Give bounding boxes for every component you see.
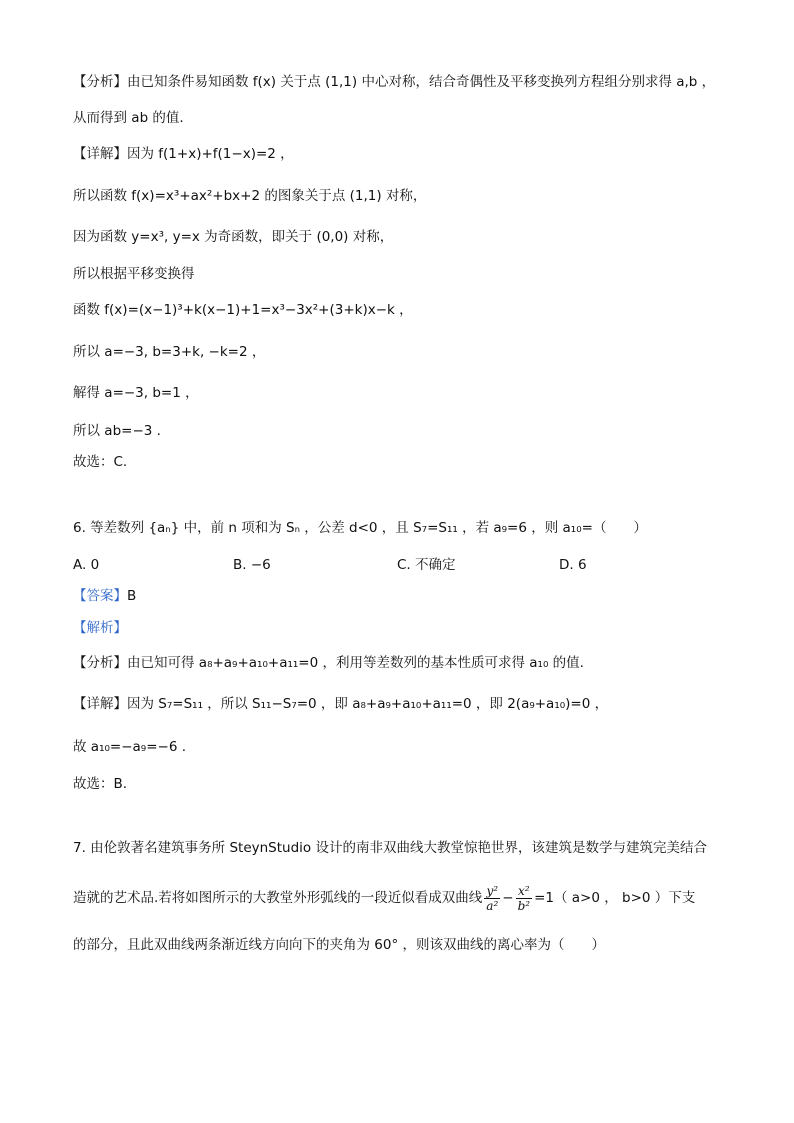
analysis-tag: 【分析】 bbox=[73, 74, 127, 90]
q6-result-line: 故 a₁₀=−a₉=−6 . bbox=[73, 739, 186, 755]
frac1-numerator: y² bbox=[486, 883, 499, 898]
q6-detail-tag: 【详解】 bbox=[73, 696, 127, 712]
q6-analysis-line bbox=[73, 653, 584, 673]
q6-detail-text: 因为 S₇=S₁₁ ，所以 S₁₁−S₇=0 ，即 a₈+a₉+a₁₀+a₁₁=0 ，即 2(a₉+a₁₀)=0 ， bbox=[127, 696, 609, 712]
fraction-y2-a2 bbox=[484, 884, 500, 913]
explain-tag: 【解析】 bbox=[73, 620, 127, 636]
q6-analysis-text: 由已知可得 a₈+a₉+a₁₀+a₁₁=0 ，利用等差数列的基本性质可求得 a₁₀ 的值. bbox=[127, 655, 584, 671]
option-b: B. −6 bbox=[233, 557, 271, 573]
solution-line-3: 所以函数 f(x)=x³+ax²+bx+2 的图象关于点 (1,1) 对称， bbox=[73, 188, 427, 204]
answer-value: B bbox=[127, 588, 137, 604]
detail-text-1: 因为 f(1+x)+f(1−x)=2 ， bbox=[127, 146, 294, 162]
frac2-denominator: b² bbox=[517, 898, 531, 913]
fraction-x2-b2 bbox=[516, 884, 533, 913]
answer-line bbox=[73, 586, 136, 606]
question-7-line-1: 7. 由伦敦著名建筑事务所 SteynStudio 设计的南非双曲线大教堂惊艳世界，该建筑是数学与建筑完美结合 bbox=[73, 840, 707, 856]
option-d: D. 6 bbox=[559, 557, 587, 573]
solution-line-6: 函数 f(x)=(x−1)³+k(x−1)+1=x³−3x²+(3+k)x−k ， bbox=[73, 302, 413, 318]
q7-line2-before: 造就的艺术品.若将如图所示的大教堂外形弧线的一段近似看成双曲线 bbox=[73, 890, 483, 906]
frac1-denominator: a² bbox=[486, 898, 499, 913]
analysis-line-2: 从而得到 ab 的值. bbox=[73, 110, 184, 126]
explain-line bbox=[73, 618, 127, 638]
solution-line-9: 所以 ab=−3 . bbox=[73, 423, 161, 439]
option-a: A. 0 bbox=[73, 557, 100, 573]
q6-analysis-tag: 【分析】 bbox=[73, 655, 127, 671]
solution-line-7: 所以 a=−3, b=3+k, −k=2 ， bbox=[73, 344, 266, 360]
answer-tag: 【答案】 bbox=[73, 588, 127, 604]
detail-line-1 bbox=[73, 144, 294, 164]
solution-line-10: 故选：C. bbox=[73, 454, 128, 470]
solution-line-4: 因为函数 y=x³, y=x 为奇函数，即关于 (0,0) 对称， bbox=[73, 229, 394, 245]
frac2-numerator: x² bbox=[518, 883, 530, 898]
detail-tag: 【详解】 bbox=[73, 146, 127, 162]
analysis-text-1: 由已知条件易知函数 f(x) 关于点 (1,1) 中心对称，结合奇偶性及平移变换列方程组分别求得 a,b ， bbox=[127, 74, 716, 90]
q7-line2-after: =1（ a>0 ， b>0 ）下支 bbox=[534, 890, 696, 906]
question-7-line-2 bbox=[73, 878, 695, 918]
q6-choice-line: 故选：B. bbox=[73, 776, 128, 792]
question-6-stem: 6. 等差数列 {aₙ} 中，前 n 项和为 Sₙ ，公差 d<0 ，且 S₇=S₁₁ ，若 a₉=6 ，则 a₁₀=（ ） bbox=[73, 520, 647, 536]
solution-line-8: 解得 a=−3, b=1 ， bbox=[73, 385, 199, 401]
minus-sign: − bbox=[502, 890, 514, 906]
solution-line-5: 所以根据平移变换得 bbox=[73, 266, 195, 282]
q6-detail-line bbox=[73, 694, 608, 714]
question-7-line-3: 的部分，且此双曲线两条渐近线方向向下的夹角为 60° ，则该双曲线的离心率为（ ） bbox=[73, 937, 606, 953]
option-c: C. 不确定 bbox=[397, 557, 456, 573]
analysis-line-1 bbox=[73, 72, 715, 92]
